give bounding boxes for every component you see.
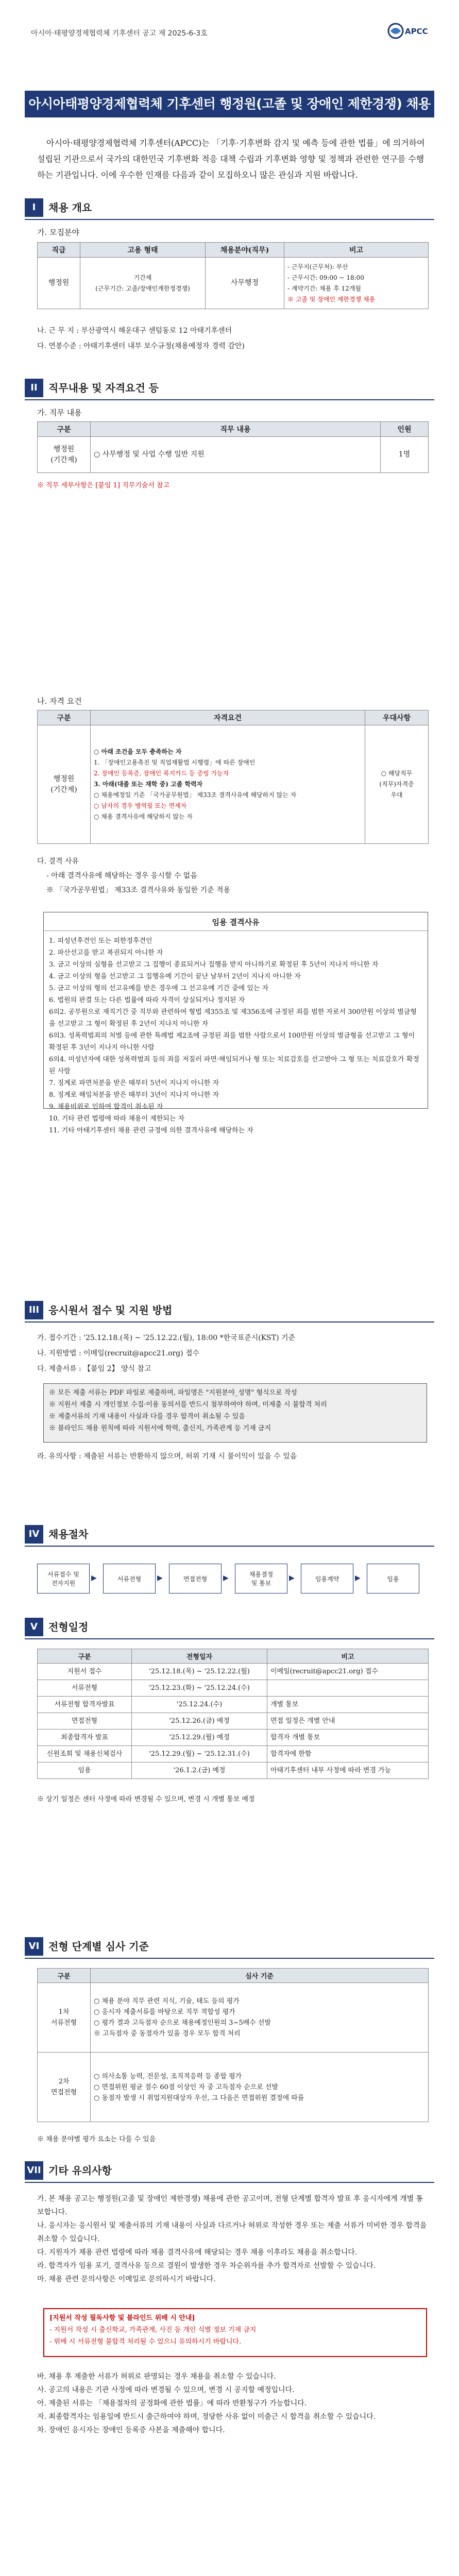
box-line: ※ 제출서류의 기재 내용이 사실과 다를 경우 합격이 취소될 수 있음 bbox=[49, 1413, 245, 1420]
arrow-icon: ▶ bbox=[91, 1574, 97, 1582]
table-header: 채용분야(직무) bbox=[206, 243, 284, 258]
etc-line: 라. 합격자가 임용 포기, 결격사유 등으로 결원이 발생한 경우 차순위자를 추가 합격자로 선발할 수 있습니다. bbox=[37, 2262, 376, 2270]
section-number: VI bbox=[25, 1937, 43, 1956]
table-header: 비고 bbox=[267, 1649, 429, 1664]
table-cell: 합격자 개별 통보 bbox=[267, 1730, 429, 1746]
box-line: - 위배 시 서류전형 불합격 처리될 수 있으니 유의하시기 바랍니다. bbox=[49, 2338, 242, 2346]
box-line: 1. 피성년후견인 또는 피한정후견인 bbox=[49, 937, 152, 945]
table-cell bbox=[267, 1680, 429, 1697]
table-row bbox=[38, 1983, 429, 2053]
disqualification-heading: 다. 결격 사유 bbox=[37, 857, 79, 866]
table-cell: '25.12.29.(월) ~ '25.12.31.(수) bbox=[132, 1746, 267, 1762]
section-7-header bbox=[25, 2161, 434, 2180]
duty-table bbox=[37, 421, 429, 473]
box-line: ※ 블라인드 채용 원칙에 따라 지원서에 학력, 출신지, 가족관계 등 기재 금지 bbox=[49, 1425, 271, 1432]
table-cell: 사무행정 bbox=[206, 258, 284, 309]
table-cell: ○ 채용 분야 직무 관련 지식, 기술, 태도 등의 평가 ○ 응시자 제출서류를 바탕으로 직무 적합성 평가 ○ 평가 결과 고득점자 순으로 채용예정인원의 3~5배수 선발 ※ 고득점자 중 동점자가 있을 경우 모두 합격 처리 bbox=[91, 1983, 429, 2053]
table-cell: 개별 통보 bbox=[267, 1697, 429, 1713]
etc-line: 바. 채용 후 제출한 서류가 허위로 판명되는 경우 채용을 취소할 수 있습니다. bbox=[37, 2372, 276, 2381]
schedule-note: ※ 상기 일정은 센터 사정에 따라 변경될 수 있으며, 변경 시 개별 통보 예정 bbox=[37, 1795, 255, 1803]
box-line: 6의3. 성폭력범죄의 처벌 등에 관한 특례법 제2조에 규정된 죄를 범한 사람으로서 100만원 이상의 벌금형을 선고받고 그 형이 확정된 후 3년이 지나지 아니한 사람 bbox=[49, 1032, 415, 1052]
disqualification-line: - 아래 결격사유에 해당하는 경우 응시할 수 없음 bbox=[46, 872, 197, 880]
table-cell: 기간제 (근무기간: 고졸/장애인계한정경쟁) bbox=[80, 258, 206, 309]
box-line: - 지원서 작성 시 출신학교, 가족관계, 사진 등 개인 식별 정보 기재 금지 bbox=[49, 2326, 257, 2334]
process-step: 임용계약 bbox=[301, 1564, 353, 1594]
table-cell: 신원조회 및 채용신체검사 bbox=[38, 1746, 132, 1762]
qualification-line: 1. 「장애인고용촉진 및 직업재활법 시행령」에 따른 장애인 bbox=[94, 759, 256, 766]
table-header: 인원 bbox=[381, 422, 429, 437]
table-header: 고용 형태 bbox=[80, 243, 206, 258]
blind-recruitment-warning-box bbox=[43, 2308, 427, 2357]
qualification-line: ○ 남자의 경우 병역필 또는 면제자 bbox=[94, 802, 187, 809]
table-cell: '25.12.26.(금) 예정 bbox=[132, 1713, 267, 1730]
disqualification-box bbox=[43, 912, 428, 1134]
qualification-line: ○ 채용예정일 기준 「국가공무원법」 제33조 결격사유에 해당하지 않는 자 bbox=[94, 791, 297, 799]
arrow-icon: ▶ bbox=[157, 1574, 163, 1582]
overview-subtitle: 가. 모집분야 bbox=[37, 228, 79, 237]
table-header: 구분 bbox=[38, 710, 91, 725]
process-step: 서류전형 bbox=[103, 1564, 156, 1594]
table-header: 직무 내용 bbox=[91, 422, 381, 437]
table-cell: ○ 의사소통 능력, 전문성, 조직적응력 등 종합 평가 ○ 면접위원 평균 점수 60점 이상인 자 중 고득점자 순으로 선발 ○ 동점자 발생 시 취업지원대상자 우선, 그 다음은 면접위원 결정에 따름 bbox=[91, 2053, 429, 2122]
section-2-header bbox=[25, 379, 434, 397]
table-header: 비고 bbox=[284, 243, 429, 258]
table-cell: '25.12.18.(목) ~ '25.12.22.(월) bbox=[132, 1664, 267, 1680]
table-cell: 아태기후센터 내부 사정에 따라 변경 가능 bbox=[267, 1762, 429, 1779]
table-row bbox=[38, 1746, 429, 1762]
apcc-logo bbox=[385, 21, 432, 41]
apply-caution: 라. 유의사항 : 제출된 서류는 반환하지 않으며, 허위 기재 시 불이익이 있을 수 있음 bbox=[37, 1452, 297, 1461]
section-label: 응시원서 접수 및 지원 방법 bbox=[48, 1304, 173, 1316]
table-cell-line: - 계약기간: 채용 후 12개월 bbox=[287, 284, 361, 292]
apply-notice-box bbox=[43, 1383, 427, 1443]
table-cell: 1명 bbox=[381, 437, 429, 473]
section-number: III bbox=[25, 1301, 43, 1319]
table-cell-line: - 근무시간: 09:00 ~ 18:00 bbox=[287, 274, 364, 281]
table-cell: 면접전형 bbox=[38, 1713, 132, 1730]
notice-number: 아시아·태평양경제협력체 기후센터 공고 제 2025-6-3호 bbox=[31, 29, 208, 38]
arrow-icon: ▶ bbox=[289, 1574, 295, 1582]
box-line: 7. 징계로 파면처분을 받은 때부터 5년이 지나지 아니한 자 bbox=[49, 1079, 219, 1087]
salary-line: 다. 연봉수준 : 아태기후센터 내부 보수규정(채용예정자 경력 감안) bbox=[37, 342, 245, 350]
table-cell: 합격자에 한함 bbox=[267, 1746, 429, 1762]
table-cell-line: ※ 고졸 및 장애인 제한경쟁 채용 bbox=[287, 295, 376, 303]
table-header: 심사 기준 bbox=[91, 1969, 429, 1983]
box-line: 11. 기타 아태기후센터 채용 관련 규정에 의한 결격사유에 해당하는 자 bbox=[49, 1127, 253, 1134]
box-line: 8. 징계로 해임처분을 받은 때부터 3년이 지나지 아니한 자 bbox=[49, 1091, 219, 1099]
schedule-table bbox=[37, 1649, 429, 1779]
box-line: 6의4. 미성년자에 대한 성폭력범죄 등의 죄를 저질러 파면·해임되거나 형 또는 치료감호를 선고받아 그 형 또는 치료감호가 확정된 사람 bbox=[49, 1056, 419, 1075]
process-step: 서류접수 및 전자지원 bbox=[37, 1564, 90, 1594]
etc-line: 아. 제출된 서류는 「채용절차의 공정화에 관한 법률」에 따라 반환청구가 가능합니다. bbox=[37, 2399, 307, 2408]
box-line: 6의2. 공무원으로 재직기간 중 직무와 관련하여 형법 제355조 및 제356조에 규정된 죄를 범한 자로서 300만원 이상의 벌금형을 선고받고 그 형이 확정된 후 2년이 지나지 아니한 자 bbox=[49, 1008, 417, 1028]
process-flow bbox=[37, 1564, 429, 1595]
section-label: 채용 개요 bbox=[48, 201, 92, 214]
table-header: 구분 bbox=[38, 1649, 132, 1664]
box-line: 6. 법원의 판결 또는 다른 법률에 따라 자격이 상실되거나 정지된 자 bbox=[49, 996, 245, 1004]
section-number: IV bbox=[25, 1525, 43, 1544]
overview-table bbox=[37, 242, 429, 309]
apply-period: 가. 접수기간 : '25.12.18.(목) ~ '25.12.22.(월), 18:00 *한국표준시(KST) 기준 bbox=[37, 1334, 296, 1342]
table-cell: '25.12.29.(월) 예정 bbox=[132, 1730, 267, 1746]
table-row bbox=[38, 1664, 429, 1680]
intro-paragraph: 아시아·태평양경제협력체 기후센터(APCC)는 「기후·기후변화 감지 및 예측 등에 관한 법률」에 의거하여 설립된 기관으로서 국가의 대한민국 기후변화 적응 대책 수립과 기후변화 영향 및 정책과 관련한 연구를 수행하는 기관입니다. 이에 우수한 인재를 다음과 같이 모집하오니 많은 관심과 지원 바랍니다. bbox=[37, 138, 425, 180]
section-label: 전형일정 bbox=[48, 1621, 89, 1633]
table-header: 구분 bbox=[38, 422, 91, 437]
criteria-note: ※ 채용 분야별 평가 요소는 다를 수 있음 bbox=[37, 2136, 156, 2143]
box-line: 3. 금고 이상의 실형을 선고받고 그 집행이 종료되거나 집행을 받지 아니하기로 확정된 후 5년이 지나지 아니한 자 bbox=[49, 961, 379, 969]
process-step: 채용결정 및 통보 bbox=[235, 1564, 287, 1594]
section-number: I bbox=[25, 198, 43, 217]
table-cell: 면접 일정은 개별 안내 bbox=[267, 1713, 429, 1730]
table-cell: 서류전형 합격자발표 bbox=[38, 1697, 132, 1713]
table-cell: 2차 면접전형 bbox=[38, 2053, 91, 2122]
box-line: 2. 파산선고를 받고 복권되지 아니한 자 bbox=[49, 949, 163, 957]
table-header: 전형일자 bbox=[132, 1649, 267, 1664]
section-1-header bbox=[25, 198, 434, 217]
section-label: 채용절차 bbox=[48, 1528, 89, 1540]
table-header: 직급 bbox=[38, 243, 80, 258]
apply-method: 나. 지원방법 : 이메일(recruit@apcc21.org) 접수 bbox=[37, 1349, 200, 1358]
disqualification-line: ※ 「국가공무원법」 제33조 결격사유와 동일한 기준 적용 bbox=[46, 886, 230, 894]
arrow-icon: ▶ bbox=[223, 1574, 229, 1582]
table-cell: 지원서 접수 bbox=[38, 1664, 132, 1680]
table-cell: '26.1.2.(금) 예정 bbox=[132, 1762, 267, 1779]
box-line: [지원서 작성 필독사항 및 블라인드 위배 시 안내] bbox=[49, 2314, 195, 2322]
section-label: 직무내용 및 자격요건 등 bbox=[48, 382, 159, 394]
section-label: 전형 단계별 심사 기준 bbox=[48, 1940, 149, 1953]
etc-line: 자. 최종합격자는 임용일에 반드시 출근하여야 하며, 정당한 사유 없이 미출근 시 합격을 취소할 수 있습니다. bbox=[37, 2413, 376, 2421]
section-6-header bbox=[25, 1937, 434, 1956]
table-cell: 임용 bbox=[38, 1762, 132, 1779]
etc-line: 가. 본 채용 공고는 행정원(고졸 및 장애인 제한경쟁) 채용에 관한 공고이며, 전형 단계별 합격자 발표 후 응시자에게 개별 통보합니다. bbox=[37, 2195, 423, 2216]
box-line: 5. 금고 이상의 형의 선고유예를 받은 경우에 그 선고유예 기간 중에 있는 자 bbox=[49, 985, 269, 992]
table-cell: 이메일(recruit@apcc21.org) 접수 bbox=[267, 1664, 429, 1680]
table-row bbox=[38, 1680, 429, 1697]
table-cell: 행정원 bbox=[38, 258, 80, 309]
process-step: 면접전형 bbox=[169, 1564, 222, 1594]
section-4-header bbox=[25, 1525, 434, 1544]
table-header: 자격요건 bbox=[91, 710, 365, 725]
box-title: 임용 결격사유 bbox=[44, 917, 428, 931]
section-number: V bbox=[25, 1618, 43, 1636]
qualification-line: 3. 아래(대졸 또는 재학 중) 고졸 학력자 bbox=[94, 781, 203, 788]
workplace-line: 나. 근 무 지 : 부산광역시 해운대구 센텀동로 12 아태기후센터 bbox=[37, 327, 232, 335]
etc-line: 나. 응시자는 응시원서 및 제출서류의 기재 내용이 사실과 다르거나 허위로 작성한 경우 또는 제출 서류가 미비한 경우 합격을 취소할 수 있습니다. bbox=[37, 2222, 427, 2243]
table-cell: ○ 사무행정 및 사업 수행 일반 지원 bbox=[91, 437, 381, 473]
qualification-subtitle: 나. 자격 요건 bbox=[37, 697, 82, 706]
etc-line: 사. 공고의 내용은 기관 사정에 따라 변경될 수 있으며, 변경 시 공지할 예정입니다. bbox=[37, 2386, 295, 2394]
etc-line: 차. 장애인 응시자는 장애인 등록증 사본을 제출해야 합니다. bbox=[37, 2426, 225, 2434]
table-header: 우대사항 bbox=[365, 710, 429, 725]
table-cell: '25.12.24.(수) bbox=[132, 1697, 267, 1713]
etc-list-1 bbox=[37, 2192, 429, 2286]
table-cell-line: - 근무지(근무처): 부산 bbox=[287, 263, 348, 270]
apply-documents: 다. 제출서류 : 【붙임 2】 양식 참고 bbox=[37, 1365, 151, 1373]
svg-text:APCC: APCC bbox=[405, 27, 428, 36]
table-row bbox=[38, 1697, 429, 1713]
arrow-icon: ▶ bbox=[355, 1574, 361, 1582]
box-line: 10. 기타 관련 법령에 따라 채용이 제한되는 자 bbox=[49, 1115, 185, 1123]
table-cell: '25.12.23.(화) ~ '25.12.24.(수) bbox=[132, 1680, 267, 1697]
qualification-line: ○ 채용 결격사유에 해당하지 않는 자 bbox=[94, 813, 193, 820]
duty-subtitle: 가. 직무 내용 bbox=[37, 408, 82, 417]
table-cell: 서류전형 bbox=[38, 1680, 132, 1697]
box-line: ※ 지원서 제출 시 개인정보 수집·이용 동의서를 반드시 첨부하여야 하며, 미제출 시 불합격 처리 bbox=[49, 1401, 327, 1409]
etc-line: 다. 지원자가 채용 관련 법령에 따라 채용 결격사유에 해당되는 경우 채용 이후라도 채용을 취소합니다. bbox=[37, 2248, 358, 2257]
box-line: 9. 채용비위로 인하여 합격이 취소된 자 bbox=[49, 1103, 163, 1111]
notice-title: 아시아태평양경제협력체 기후센터 행정원(고졸 및 장애인 제한경쟁) 채용공고 bbox=[28, 96, 431, 138]
qualification-table bbox=[37, 710, 429, 844]
table-row bbox=[38, 1713, 429, 1730]
table-cell: 행정원 (기간제) bbox=[38, 437, 91, 473]
table-cell: 1차 서류전형 bbox=[38, 1983, 91, 2053]
table-row bbox=[38, 1730, 429, 1746]
process-step: 임용 bbox=[367, 1564, 419, 1594]
section-number: VII bbox=[25, 2161, 43, 2180]
notice-title-bar bbox=[25, 91, 434, 138]
table-header: 구분 bbox=[38, 1969, 91, 1983]
table-row bbox=[38, 1762, 429, 1779]
table-row bbox=[38, 2053, 429, 2122]
section-3-header bbox=[25, 1301, 434, 1319]
qualification-line: 2. 장애인 등록증, 장애인 복지카드 등 증빙 가능자 bbox=[94, 770, 229, 777]
section-5-header bbox=[25, 1618, 434, 1636]
criteria-table bbox=[37, 1968, 429, 2122]
table-cell: 행정원 (기간제) bbox=[38, 725, 91, 844]
section-label: 기타 유의사항 bbox=[48, 2164, 112, 2177]
table-cell: ○ 해당직무 (직무)자격증 우대 bbox=[365, 725, 429, 844]
box-line: ※ 모든 제출 서류는 PDF 파일로 제출하며, 파일명은 "지원분야_성명" 형식으로 작성 bbox=[49, 1389, 297, 1397]
duty-note: ※ 직무 세부사항은 [붙임 1] 직무기술서 참고 bbox=[37, 482, 170, 489]
table-cell: 최종합격자 발표 bbox=[38, 1730, 132, 1746]
section-number: II bbox=[25, 379, 43, 397]
etc-list-2 bbox=[37, 2370, 429, 2437]
etc-line: 마. 채용 관련 문의사항은 이메일로 문의하시기 바랍니다. bbox=[37, 2275, 216, 2283]
box-line: 4. 금고 이상의 형을 선고받고 그 집행유예 기간이 끝난 날부터 2년이 지나지 아니한 자 bbox=[49, 973, 301, 980]
qualification-line: ○ 아래 조건을 모두 충족하는 자 bbox=[94, 748, 182, 755]
